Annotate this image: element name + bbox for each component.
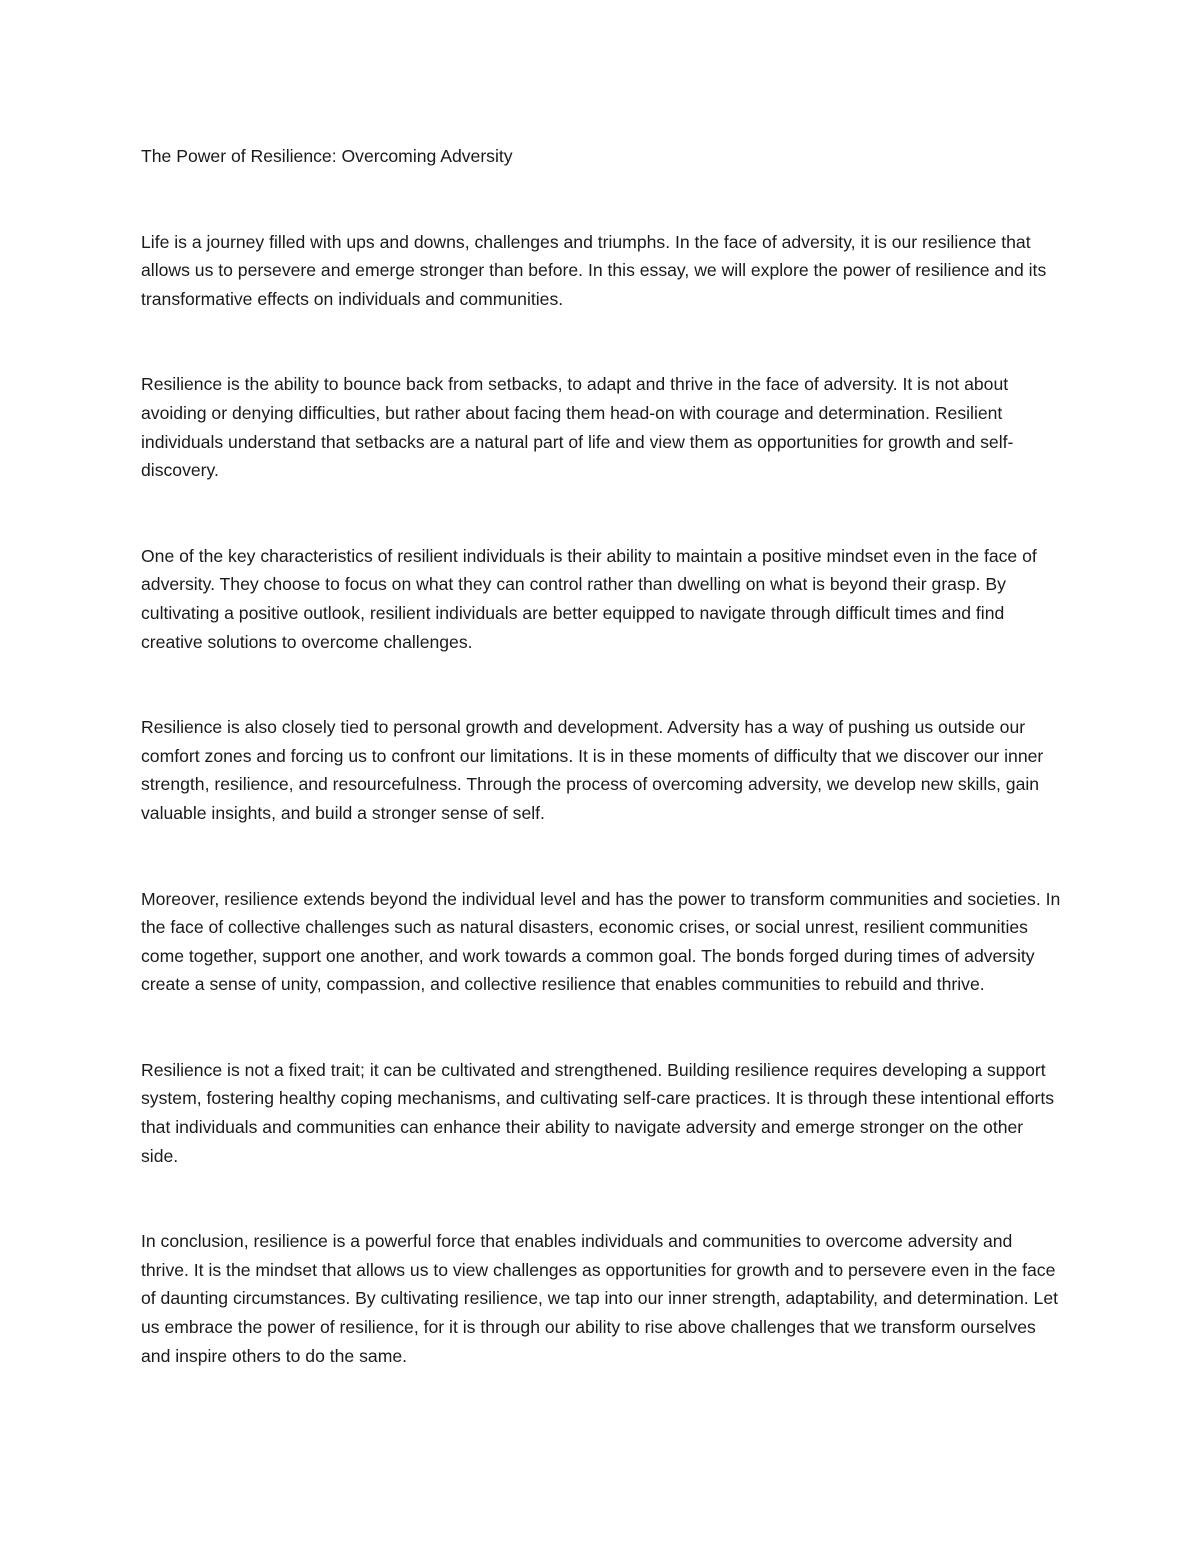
paragraph-positive-mindset: One of the key characteristics of resilient individuals is their ability to maintain a positive mindset even in the face of adversity. They choose to focus on what they can control rather than dwelling on what is beyond their grasp. By cultivating a positive outlook, resilient individuals are better equipped to navigate through difficult times and find creative solutions to overcome challenges. [141,545,1037,652]
document-body [141,142,1061,1370]
paragraph-conclusion: In conclusion, resilience is a powerful force that enables individuals and communities to overcome adversity and thrive. It is the mindset that allows us to view challenges as opportunities for growth and to persevere even in the face of daunting circumstances. By cultivating resilience, we tap into our inner strength, adaptability, and determination. Let us embrace the power of resilience, for it is through our ability to rise above challenges that we transform ourselves and inspire others to do the same. [141,1231,1059,1366]
paragraph-cultivation: Resilience is not a fixed trait; it can be cultivated and strengthened. Building resilience requires developing a support system, fostering healthy coping mechanisms, and cultivating self-care practices. It is through these intentional efforts that individuals and communities can enhance their ability to navigate adversity and emerge stronger on the other side. [141,1059,1055,1166]
paragraph-definition: Resilience is the ability to bounce back from setbacks, to adapt and thrive in the face of adversity. It is not about avoiding or denying difficulties, but rather about facing them head-on with courage and determination. Resilient individuals understand that setbacks are a natural part of life and view them as opportunities for growth and self-discovery. [141,374,1014,481]
paragraph-intro: Life is a journey filled with ups and downs, challenges and triumphs. In the face of adversity, it is our resilience that allows us to persevere and emerge stronger than before. In this essay, we will explore the power of resilience and its transformative effects on individuals and communities. [141,231,1047,309]
paragraph-personal-growth: Resilience is also closely tied to personal growth and development. Adversity has a way of pushing us outside our comfort zones and forcing us to confront our limitations. It is in these moments of difficulty that we discover our inner strength, resilience, and resourcefulness. Through the process of overcoming adversity, we develop new skills, gain valuable insights, and build a stronger sense of self. [141,717,1044,823]
paragraph-communities: Moreover, resilience extends beyond the individual level and has the power to transform communities and societies. In the face of collective challenges such as natural disasters, economic crises, or social unrest, resilient communities come together, support one another, and work towards a common goal. The bonds forged during times of adversity create a sense of unity, compassion, and collective resilience that enables communities to rebuild and thrive. [141,888,1061,995]
document-title: The Power of Resilience: Overcoming Adversity [141,146,513,166]
